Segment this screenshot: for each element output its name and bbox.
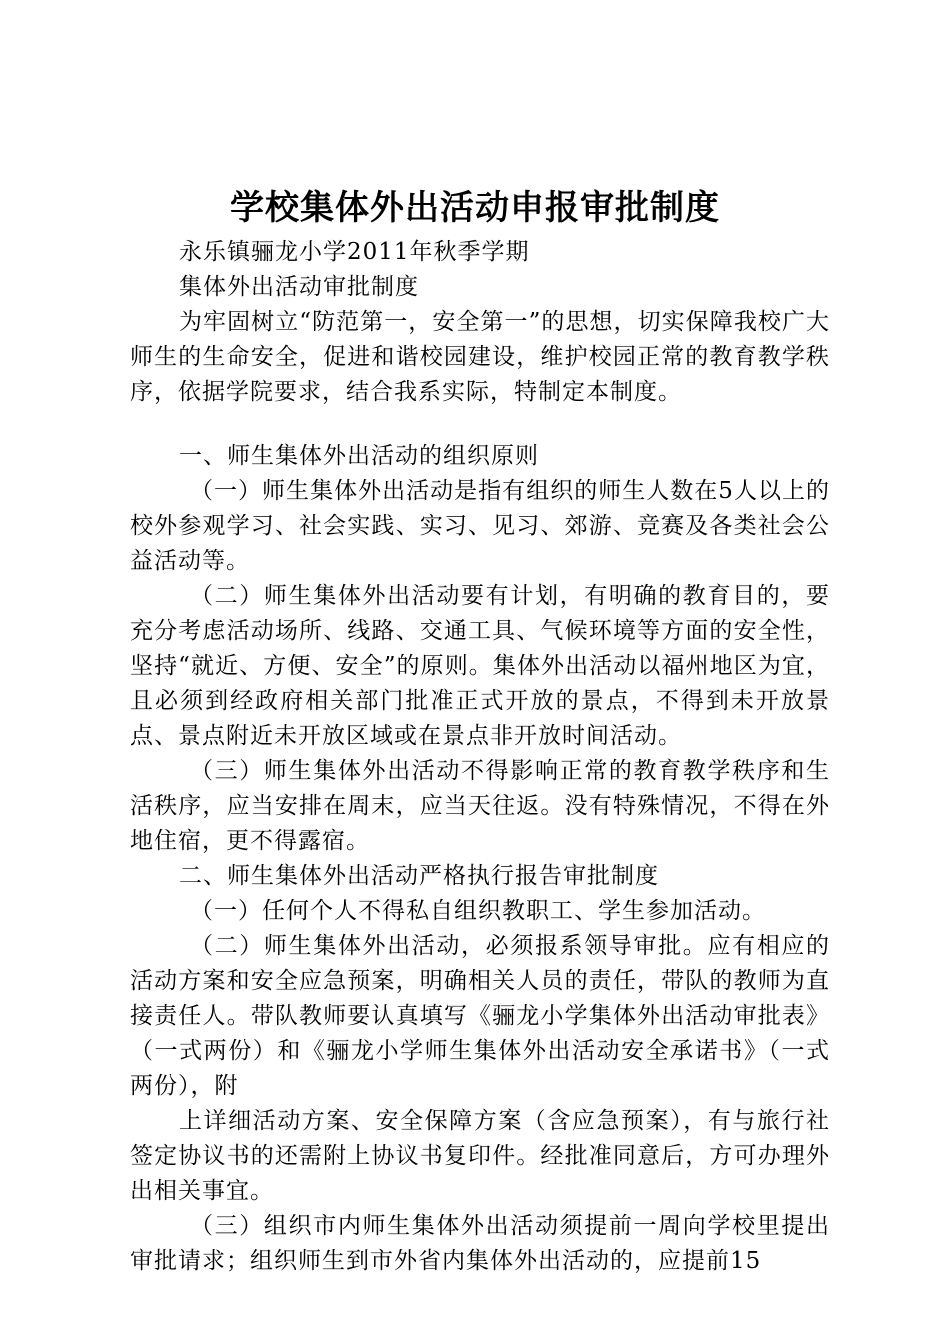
- section-heading-2: 二、师生集体外出活动严格执行报告审批制度: [179, 863, 659, 889]
- document-body: [130, 235, 830, 1279]
- clause-2-3: （三）组织市内师生集体外出活动须提前一周向学校里提出审批请求；组织师生到市外省内集体外出活动的，应提前15: [130, 1213, 830, 1274]
- subtitle-line: 集体外出活动审批制度: [179, 274, 419, 300]
- school-term-line: 永乐镇骊龙小学2011年秋季学期: [179, 239, 530, 265]
- clause-1-3: （三）师生集体外出活动不得影响正常的教育教学秩序和生活秩序，应当安排在周末，应当天往返。没有特殊情况，不得在外地住宿，更不得露宿。: [130, 758, 830, 854]
- clause-1-2: （二）师生集体外出活动要有计划，有明确的教育目的，要充分考虑活动场所、线路、交通工具、气候环境等方面的安全性，坚持“就近、方便、安全”的原则。集体外出活动以福州地区为宜，且必须到经政府相关部门批准正式开放的景点，不得到未开放景点、景点附近未开放区域或在景点非开放时间活动。: [130, 583, 830, 749]
- clause-2-2: （二）师生集体外出活动，必须报系领导审批。应有相应的活动方案和安全应急预案，明确相关人员的责任，带队的教师为直接责任人。带队教师要认真填写《骊龙小学集体外出活动审批表》（一式两份）和《骊龙小学师生集体外出活动安全承诺书》（一式两份），附: [130, 933, 830, 1099]
- document-title: 学校集体外出活动申报审批制度: [230, 188, 720, 228]
- clause-2-2-continued: 上详细活动方案、安全保障方案（含应急预案），有与旅行社签定协议书的还需附上协议书复印件。经批准同意后，方可办理外出相关事宜。: [130, 1108, 830, 1204]
- clause-2-1: （一）任何个人不得私自组织教职工、学生参加活动。: [190, 898, 766, 924]
- intro-paragraph: 为牢固树立“防范第一，安全第一”的思想，切实保障我校广大师生的生命安全，促进和谐校园建设，维护校园正常的教育教学秩序，依据学院要求，结合我系实际，特制定本制度。: [130, 309, 830, 405]
- clause-1-1: （一）师生集体外出活动是指有组织的师生人数在5人以上的校外参观学习、社会实践、实习、见习、郊游、竞赛及各类社会公益活动等。: [130, 478, 830, 574]
- section-heading-1: 一、师生集体外出活动的组织原则: [179, 443, 539, 469]
